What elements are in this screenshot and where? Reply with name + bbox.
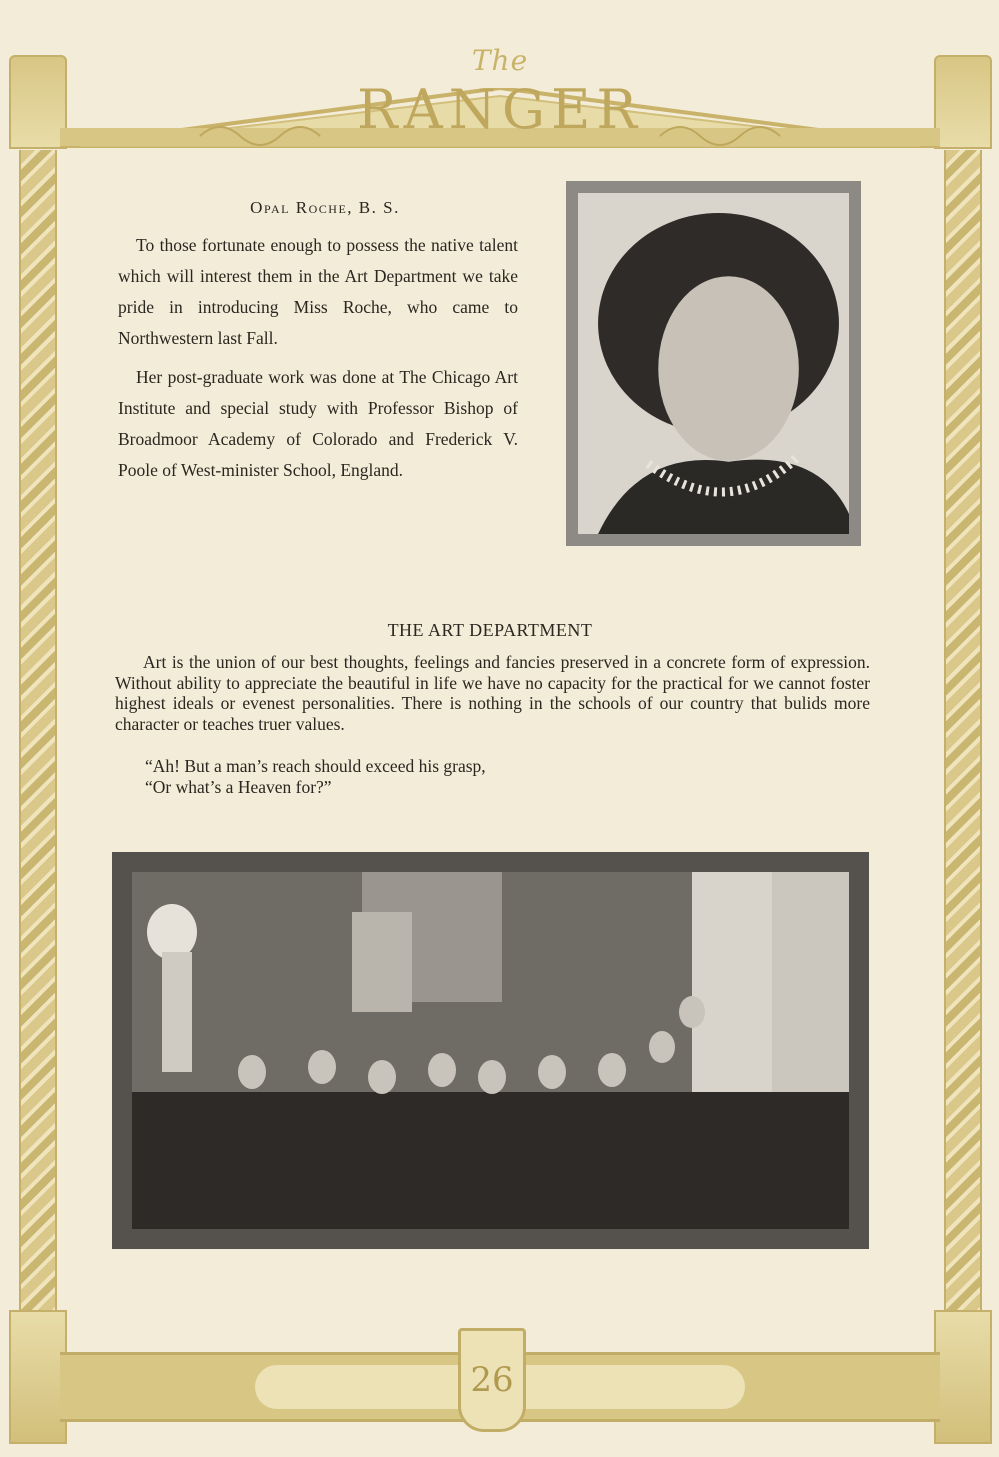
page-number: 26 [458, 1328, 526, 1432]
quote-block [145, 756, 645, 797]
classroom-photo [132, 872, 849, 1229]
masthead-title: RANGER [356, 78, 644, 141]
faculty-bio [118, 230, 518, 494]
article-body: Art is the union of our best thoughts, feelings and fancies preserved in a concrete form of expression. Without ability to appreciate the beautiful in life we have no capacity for the practical for we cannot foster highest ideals or evenest personalities. There is nothing in the schools of our country that bulids more character or teaches truer values. [115, 652, 870, 734]
right-column-capital [934, 55, 992, 149]
quote-line: “Ah! But a man’s reach should exceed his grasp, [145, 756, 486, 776]
bio-paragraph: To those fortunate enough to possess the native talent which will interest them in the Art Department we take pride in introducing Miss Roche, who came to Northwestern last Fall. [118, 235, 518, 348]
bio-paragraph: Her post-graduate work was done at The Chicago Art Institute and special study with Professor Bishop of Broadmoor Academy of Colorado and Frederick V. Poole of West-minister School, England. [118, 367, 518, 480]
quote-line: “Or what’s a Heaven for?” [145, 776, 332, 797]
left-twisted-column [19, 150, 57, 1310]
masthead-the: The [471, 44, 529, 77]
classroom-photo-frame [112, 852, 869, 1249]
portrait-photo [578, 193, 849, 534]
faculty-name: Opal Roche, B. S. [250, 198, 400, 217]
right-twisted-column [944, 150, 982, 1310]
left-column-base [9, 1310, 67, 1444]
section-heading: THE ART DEPARTMENT [387, 620, 593, 640]
left-column-capital [9, 55, 67, 149]
right-column-base [934, 1310, 992, 1444]
portrait-frame [566, 181, 861, 546]
section-article [115, 652, 870, 734]
